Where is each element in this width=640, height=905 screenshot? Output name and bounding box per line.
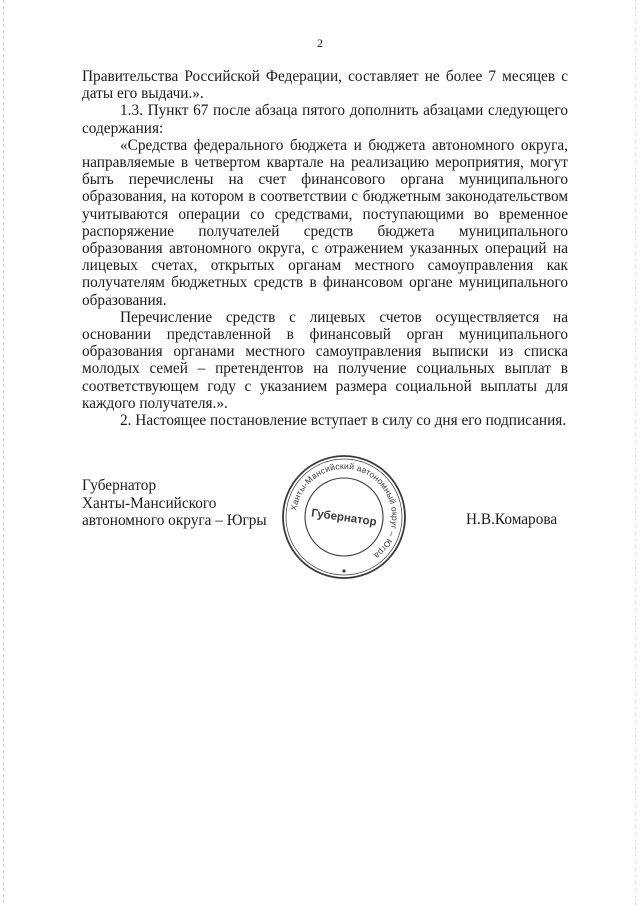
scan-edge-left xyxy=(3,0,4,905)
signatory-title-line: Губернатор xyxy=(82,477,157,494)
paragraph-effective-date: 2. Настоящее постановление вступает в силу со дня его подписания. xyxy=(120,412,567,430)
document-body xyxy=(82,68,568,429)
page-number: 2 xyxy=(317,36,323,50)
paragraph-continuation: Правительства Российской Федерации, составляет не более 7 месяцев с даты его выдачи.». xyxy=(82,68,568,103)
scan-edge-right xyxy=(635,0,636,905)
paragraph-transfer: Перечисление средств с лицевых счетов осуществляется на основании представленной в финансовый орган муниципального образования органами местного самоуправления выписки из списка молодых семей – претендентов на получение социальных выплат в соответствующем году с указанием размера социальной выплаты для каждого получателя.». xyxy=(82,308,568,412)
seal-dot xyxy=(342,569,345,572)
signatory-title-line: автономного округа – Югры xyxy=(82,512,267,529)
signatory-title xyxy=(82,477,267,530)
seal-center-text: Губернатор xyxy=(310,507,378,529)
official-seal xyxy=(281,454,407,580)
signatory-title-line: Ханты-Мансийского xyxy=(82,494,217,512)
paragraph-item-1-3: 1.3. Пункт 67 после абзаца пятого дополнить абзацами следующего содержания: xyxy=(82,102,568,137)
signatory-name: Н.В.Комарова xyxy=(466,511,558,528)
paragraph-budget-funds: «Средства федерального бюджета и бюджета автономного округа, направляемые в четвертом квартале на реализацию мероприятия, могут быть перечислены на счет финансового органа муниципального образования, на котором в соответствии с бюджетным законодательством учитываются операции со средствами, поступающими во временное распоряжение получателей средств бюджета муниципального образования автономного округа, с отражением указанных операций на лицевых счетах, открытых органам местного самоуправления как получателям бюджетных средств в финансовом органе муниципального образования. xyxy=(82,136,568,309)
seal-ring-text: Ханты-Мансийский автономный округ – Югра xyxy=(288,460,401,562)
